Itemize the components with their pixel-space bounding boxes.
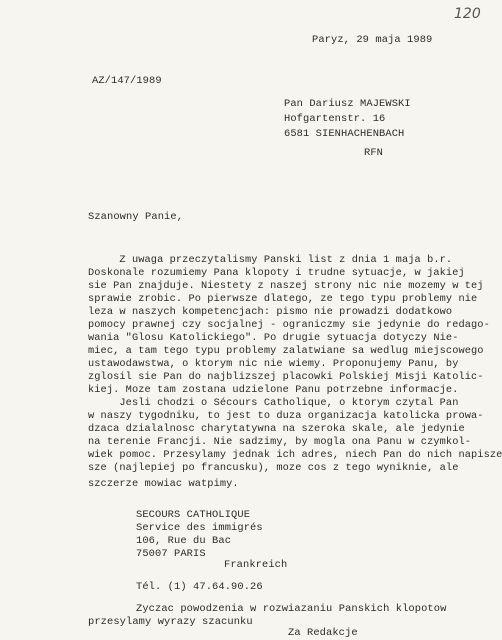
- address-line: Service des immigrés: [136, 522, 263, 534]
- body-line: Jesli chodzi o Sécours Catholique, o ktorym czytal Pan: [88, 397, 459, 409]
- body-line: ustawodawstwa, o ktorym nic nie wiemy. Proponujemy Panu, by: [88, 358, 459, 370]
- place-date: Paryz, 29 maja 1989: [312, 34, 433, 46]
- body-line: Z uwaga przeczytalismy Panski list z dnia 1 maja b.r.: [88, 254, 453, 266]
- body-line: sprawie zrobic. Po pierwsze dlatego, ze tego typu problemy nie: [88, 293, 478, 305]
- body-line: wiek pomoc. Przesylamy jednak ich adres, niech Pan do nich napisze: [88, 449, 502, 461]
- closing-line: Zyczac powodzenia w rozwiazaniu Panskich klopotow: [136, 603, 447, 615]
- address-phone: Tél. (1) 47.64.90.26: [136, 581, 263, 593]
- recipient-line: Pan Dariusz MAJEWSKI: [284, 98, 411, 110]
- body-line: sie Pan znajduje. Niestety z naszej strony nic nie mozemy w tej: [88, 280, 484, 292]
- address-line: 75007 PARIS: [136, 548, 206, 560]
- closing-line: przesylamy wyrazy szacunku: [88, 616, 253, 628]
- body-line: na terenie Francji. Nie sadzimy, by mogla ona Panu w czymkol-: [88, 436, 472, 448]
- body-line: wania "Glosu Katolickiego". Po drugie sytuacja dotyczy Nie-: [88, 332, 459, 344]
- reference-number: AZ/147/1989: [92, 75, 162, 87]
- address-line: 106, Rue du Bac: [136, 535, 232, 547]
- body-line: dzaca dzialalnosc charytatywna na szeroka skale, ale jedynie: [88, 423, 465, 435]
- body-line: miec, a tam tego typu problemy zalatwiane sa wedlug miejscowego: [88, 345, 484, 357]
- body-line: pomocy prawnej czy socjalnej - ograniczmy sie jedynie do redago-: [88, 319, 490, 331]
- body-line: szczerze mowiac watpimy.: [88, 478, 239, 490]
- body-line: zglosil sie Pan do najblizszej placowki Polskiej Misji Katolic-: [88, 371, 484, 383]
- recipient-line: Hofgartenstr. 16: [284, 113, 386, 125]
- body-line: kiej. Moze tam zostana udzielone Panu potrzebne informacje.: [88, 384, 459, 396]
- address-line: SECOURS CATHOLIQUE: [136, 509, 251, 521]
- address-country: Frankreich: [224, 559, 288, 571]
- signature: Za Redakcje: [288, 627, 358, 639]
- body-line: w naszy tygodniku, to jest to duza organizacja katolicka prowa-: [88, 410, 484, 422]
- salutation: Szanowny Panie,: [88, 211, 184, 223]
- body-line: leza w naszych kompetencjach: pismo nie prowadzi dodatkowo: [88, 306, 453, 318]
- handwritten-page-number: 120: [454, 6, 481, 22]
- recipient-line: 6581 SIENHACHENBACH: [284, 128, 405, 140]
- body-line: sze (najlepiej po francusku), moze cos z tego wyniknie, ale: [88, 462, 459, 474]
- recipient-line: RFN: [364, 147, 384, 159]
- body-line: Doskonale rozumiemy Pana klopoty i trudne sytuacje, w jakiej: [88, 267, 465, 279]
